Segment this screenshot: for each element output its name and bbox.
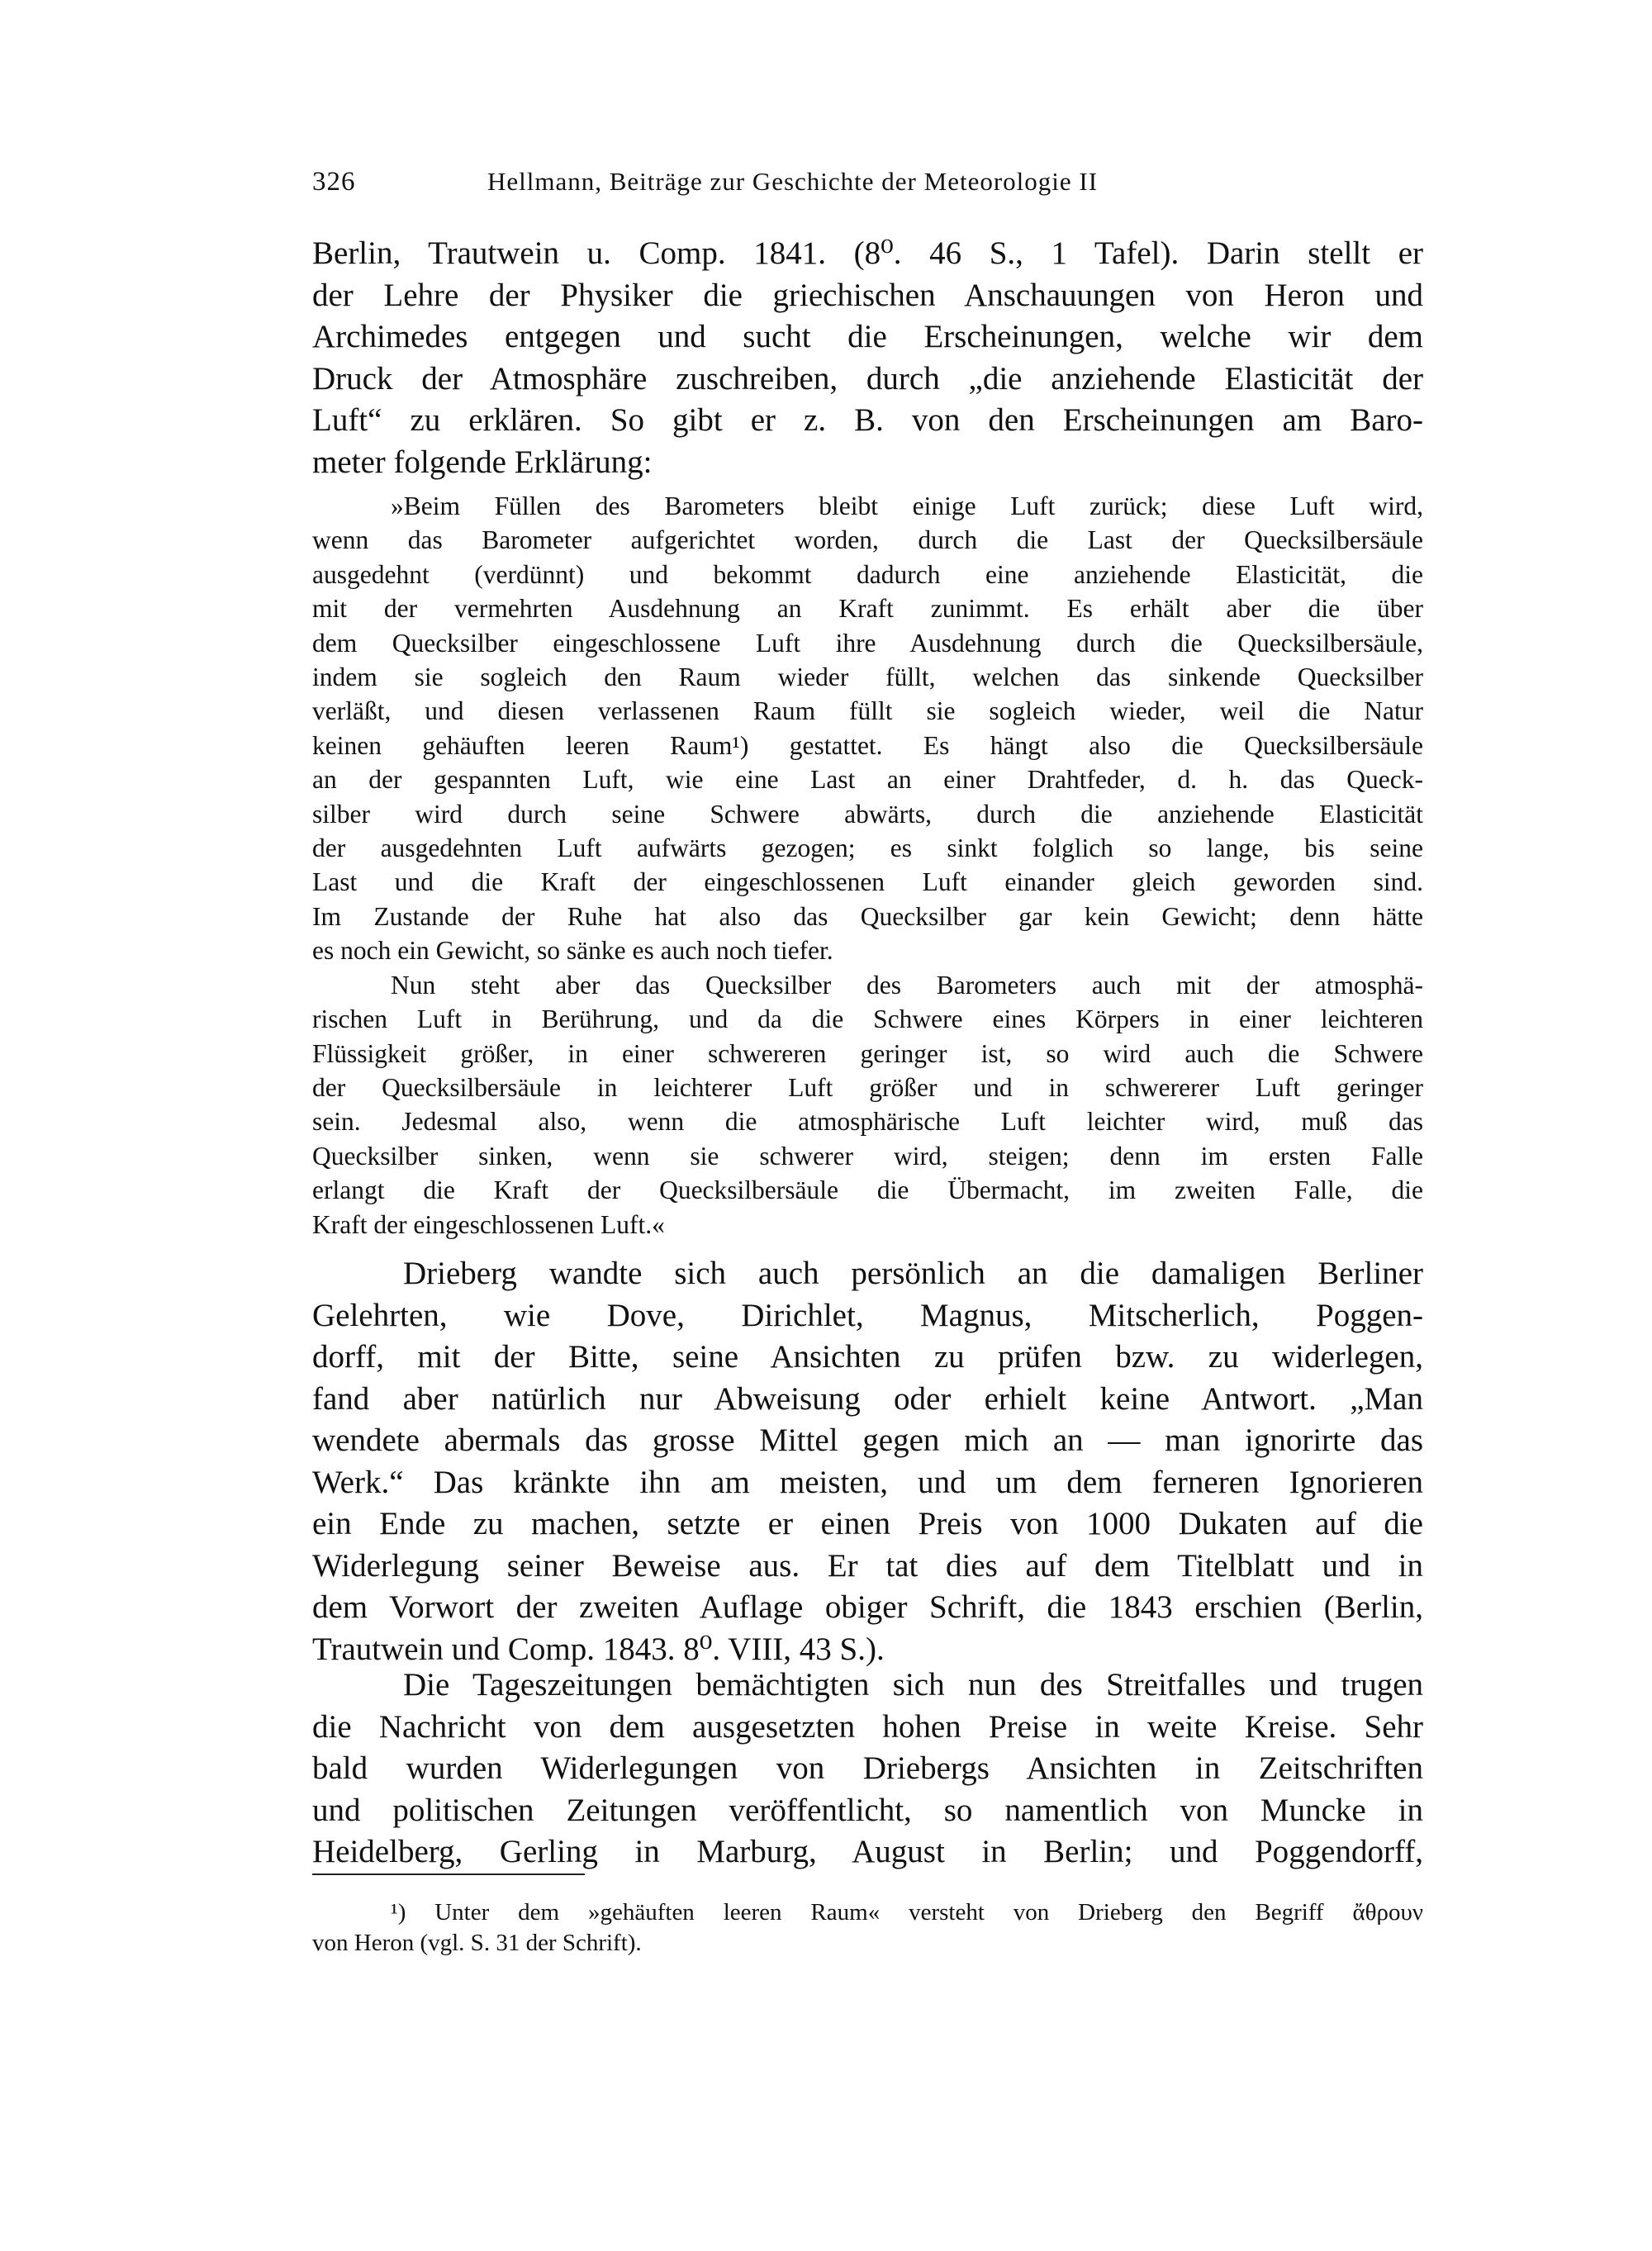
quote-line: »Beim Füllen des Barometers bleibt einige Luft zurück; diese Luft wird, — [391, 492, 1423, 520]
text-line: Luft“ zu erklären. So gibt er z. B. von den Erscheinungen am Baro- — [312, 402, 1423, 438]
quote-line: es noch ein Gewicht, so sänke es auch noch tiefer. — [312, 936, 833, 966]
text-line: Widerlegung seiner Beweise aus. Er tat dies auf dem Titelblatt und in — [312, 1547, 1423, 1584]
text-line: der Lehre der Physiker die griechischen Anschauungen von Heron und — [312, 277, 1423, 313]
quote-line: Nun steht aber das Quecksilber des Barometers auch mit der atmosphä- — [391, 970, 1423, 1000]
quote-line: Kraft der eingeschlossenen Luft.« — [312, 1209, 665, 1239]
text-line: wendete abermals das grosse Mittel gegen mich an — man ignorirte das — [312, 1422, 1423, 1458]
text-line: bald wurden Widerlegungen von Driebergs Ansichten in Zeitschriften — [312, 1750, 1423, 1786]
quote-line: verläßt, und diesen verlassenen Raum füllt sie sogleich wieder, weil die Natur — [312, 696, 1423, 726]
text-line: die Nachricht von dem ausgesetzten hohen Preise in weite Kreise. Sehr — [312, 1708, 1423, 1745]
intro-paragraph — [312, 233, 1423, 483]
quote-line: dem Quecksilber eingeschlossene Luft ihre Ausdehnung durch die Quecksilbersäule, — [312, 628, 1423, 658]
footnote-divider — [312, 1873, 585, 1875]
quote-line: ausgedehnt (verdünnt) und bekommt dadurch eine anziehende Elasticität, die — [312, 559, 1423, 589]
quote-line: sein. Jedesmal also, wenn die atmosphärische Luft leichter wird, muß das — [312, 1107, 1423, 1137]
text-line: Die Tageszeitungen bemächtigten sich nun des Streitfalles und trugen — [403, 1667, 1423, 1702]
quote-line: der ausgedehnten Luft aufwärts gezogen; es sinkt folglich so lange, bis seine — [312, 833, 1423, 863]
block-quote — [312, 489, 1423, 1242]
quote-line: Im Zustande der Ruhe hat also das Quecksilber gar kein Gewicht; denn hätte — [312, 901, 1423, 931]
quote-line: mit der vermehrten Ausdehnung an Kraft zunimmt. Es erhält aber die über — [312, 594, 1423, 624]
text-line: Drieberg wandte sich auch persönlich an die damaligen Berliner — [403, 1256, 1423, 1291]
quote-line: erlangt die Kraft der Quecksilbersäule die Übermacht, im zweiten Falle, die — [312, 1175, 1423, 1205]
body-paragraph — [312, 1253, 1423, 1670]
quote-line: an der gespannten Luft, wie eine Last an einer Drahtfeder, d. h. das Queck- — [312, 765, 1423, 795]
page-header — [312, 167, 1423, 208]
body-paragraph-2 — [312, 1665, 1423, 1873]
text-line: meter folgende Erklärung: — [312, 444, 653, 480]
text-line: und politischen Zeitungen veröffentlicht, so namentlich von Muncke in — [312, 1792, 1423, 1828]
text-line: Heidelberg, Gerling in Marburg, August in Berlin; und Poggendorff, — [312, 1834, 1423, 1869]
text-line: Archimedes entgegen und sucht die Erscheinungen, welche wir dem — [312, 319, 1423, 354]
quote-line: silber wird durch seine Schwere abwärts, durch die anziehende Elasticität — [312, 799, 1423, 829]
quote-line: Flüssigkeit größer, in einer schwereren geringer ist, so wird auch die Schwere — [312, 1038, 1423, 1068]
footnote-line: ¹) Unter dem »gehäuften leeren Raum« versteht von Drieberg den Begriff ἄθρουν — [391, 1899, 1423, 1926]
text-line: Werk.“ Das kränkte ihn am meisten, und um dem ferneren Ignorieren — [312, 1464, 1423, 1500]
text-line: Druck der Atmosphäre zuschreiben, durch „die anziehende Elasticität der — [312, 360, 1423, 397]
text-line: Gelehrten, wie Dove, Dirichlet, Magnus, Mitscherlich, Poggen- — [312, 1297, 1423, 1333]
quote-line: der Quecksilbersäule in leichterer Luft größer und in schwererer Luft geringer — [312, 1072, 1423, 1102]
quote-line: rischen Luft in Berührung, und da die Schwere eines Körpers in einer leichteren — [312, 1004, 1423, 1034]
quote-line: Quecksilber sinken, wenn sie schwerer wird, steigen; denn im ersten Falle — [312, 1141, 1423, 1171]
text-line: Trautwein und Comp. 1843. 8⁰. VIII, 43 S.). — [312, 1631, 885, 1667]
footnote-line: von Heron (vgl. S. 31 der Schrift). — [312, 1930, 642, 1956]
footnote — [312, 1897, 1423, 1959]
text-line: Berlin, Trautwein u. Comp. 1841. (8⁰. 46 S., 1 Tafel). Darin stellt er — [312, 235, 1423, 271]
quote-line: Last und die Kraft der eingeschlossenen Luft einander gleich geworden sind. — [312, 867, 1423, 897]
quote-line: wenn das Barometer aufgerichtet worden, durch die Last der Quecksilbersäule — [312, 525, 1423, 555]
page-number: 326 — [312, 167, 356, 197]
quote-line: keinen gehäuften leeren Raum¹) gestattet. Es hängt also die Quecksilbersäule — [312, 730, 1423, 760]
text-line: fand aber natürlich nur Abweisung oder erhielt keine Antwort. „Man — [312, 1380, 1423, 1417]
running-title: Hellmann, Beiträge zur Geschichte der Meteorologie II — [487, 167, 1099, 196]
text-line: dorff, mit der Bitte, seine Ansichten zu prüfen bzw. zu widerlegen, — [312, 1339, 1423, 1375]
text-line: ein Ende zu machen, setzte er einen Preis von 1000 Dukaten auf die — [312, 1506, 1423, 1541]
quote-line: indem sie sogleich den Raum wieder füllt, welchen das sinkende Quecksilber — [312, 662, 1423, 692]
text-line: dem Vorwort der zweiten Auflage obiger Schrift, die 1843 erschien (Berlin, — [312, 1589, 1423, 1625]
